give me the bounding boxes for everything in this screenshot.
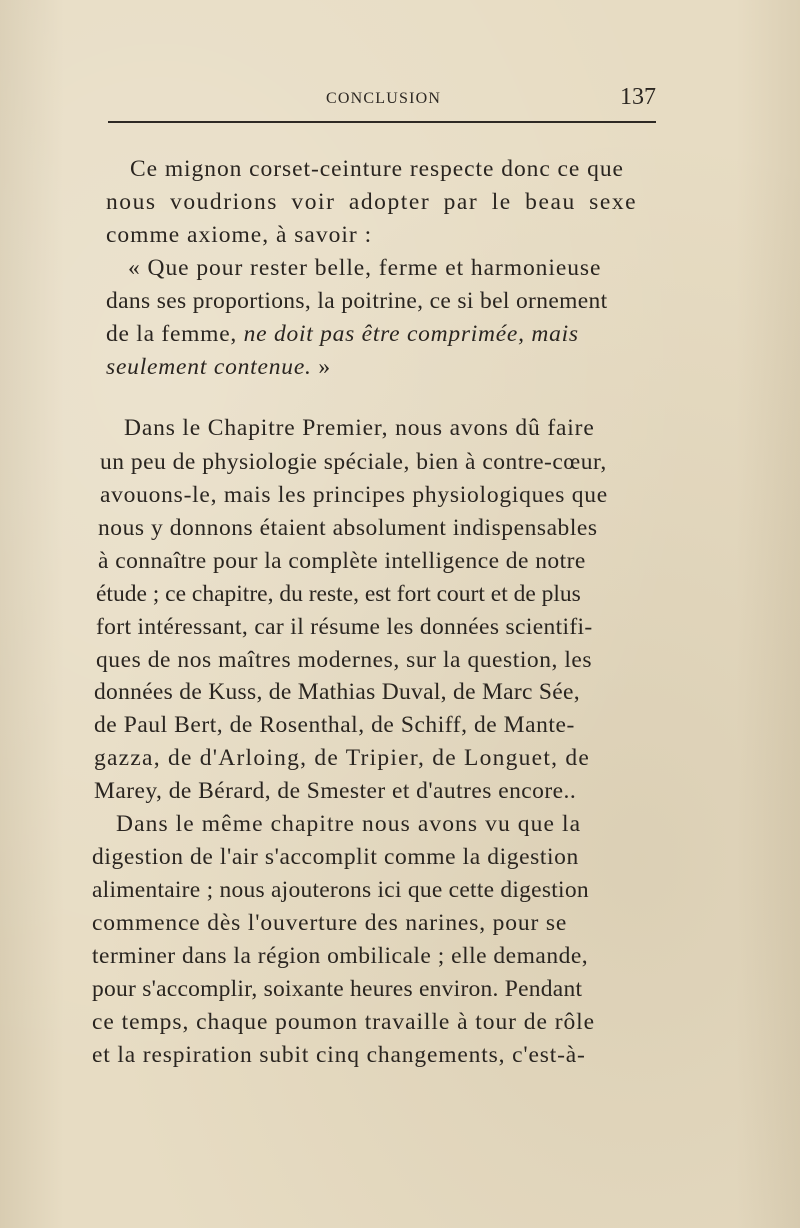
header-rule — [108, 121, 656, 123]
text-line: à connaître pour la complète intelligence de notre — [98, 548, 586, 574]
text-line: de Paul Bert, de Rosenthal, de Schiff, de Mante- — [94, 712, 575, 738]
text-line: un peu de physiologie spéciale, bien à contre-cœur, — [100, 449, 607, 475]
text-line: Dans le même chapitre nous avons vu que la — [116, 811, 582, 837]
text-line: digestion de l'air s'accomplit comme la digestion — [92, 844, 579, 870]
italic-text: ne doit pas être comprimée, mais — [243, 321, 579, 347]
text-line: dans ses proportions, la poitrine, ce si bel ornement — [106, 288, 608, 314]
running-title: CONCLUSION — [326, 90, 442, 107]
running-head — [108, 84, 656, 118]
plain-text: » — [311, 354, 331, 380]
italic-text: seulement contenue. — [106, 354, 312, 380]
text-line: Dans le Chapitre Premier, nous avons dû faire — [124, 415, 595, 441]
text-line — [106, 318, 579, 350]
text-line: comme axiome, à savoir : — [106, 222, 373, 248]
page-number: 137 — [620, 84, 656, 110]
text-line: Marey, de Bérard, de Smester et d'autres encore.. — [94, 778, 577, 804]
text-line — [106, 351, 331, 383]
text-line: nous voudrions voir adopter par le beau sexe — [106, 189, 638, 215]
text-line: commence dès l'ouverture des narines, pour se — [92, 910, 568, 936]
text-line: pour s'accomplir, soixante heures environ. Pendant — [92, 976, 583, 1002]
text-line: fort intéressant, car il résume les données scientifi- — [96, 614, 593, 640]
text-line: « Que pour rester belle, ferme et harmonieuse — [128, 255, 602, 281]
text-line: étude ; ce chapitre, du reste, est fort court et de plus — [96, 581, 581, 607]
text-line: alimentaire ; nous ajouterons ici que cette digestion — [92, 877, 589, 903]
text-line: et la respiration subit cinq changements, c'est-à- — [92, 1042, 586, 1068]
text-line: données de Kuss, de Mathias Duval, de Marc Sée, — [94, 679, 580, 705]
text-line: terminer dans la région ombilicale ; elle demande, — [92, 943, 589, 969]
text-line: Ce mignon corset-ceinture respecte donc ce que — [130, 156, 624, 182]
text-line: nous y donnons étaient absolument indispensables — [98, 515, 598, 541]
text-line: ce temps, chaque poumon travaille à tour de rôle — [92, 1009, 596, 1035]
text-line: ques de nos maîtres modernes, sur la question, les — [96, 647, 593, 673]
plain-text: de la femme, — [106, 321, 244, 347]
text-line: gazza, de d'Arloing, de Tripier, de Longuet, de — [94, 745, 591, 771]
text-line: avouons-le, mais les principes physiologiques que — [100, 482, 608, 508]
